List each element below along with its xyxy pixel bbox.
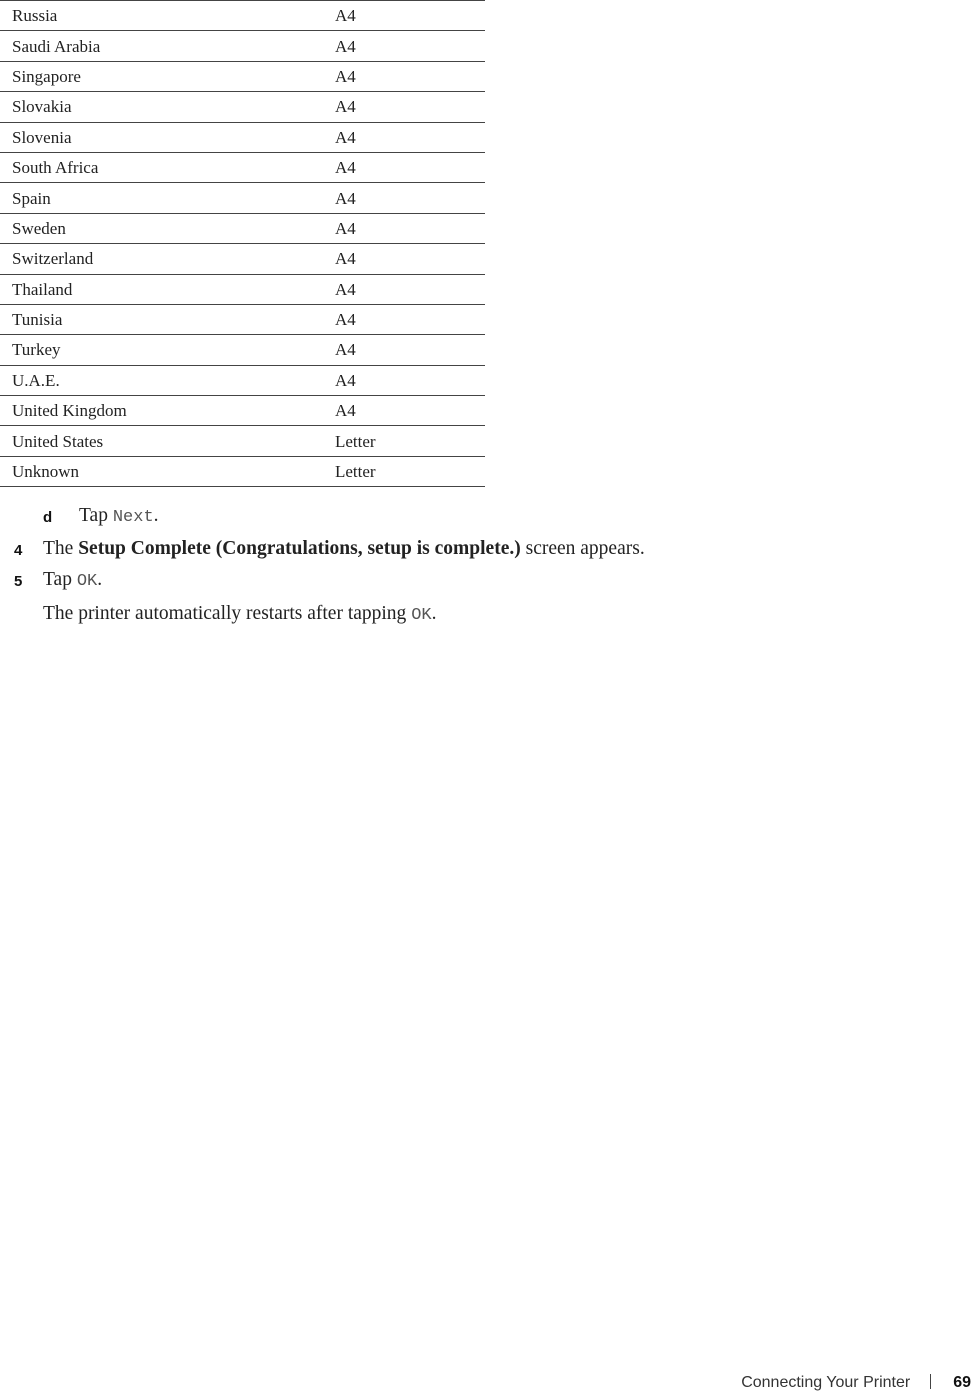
step-5-note (43, 603, 436, 625)
paper-size-cell: A4 (335, 304, 485, 334)
paper-size-cell: A4 (335, 92, 485, 122)
country-cell: Slovenia (0, 122, 335, 152)
table-row (0, 213, 485, 243)
table-row (0, 61, 485, 91)
step-5-text (43, 569, 102, 591)
country-cell: U.A.E. (0, 365, 335, 395)
country-cell: Unknown (0, 456, 335, 486)
paper-size-cell: Letter (335, 426, 485, 456)
table-row (0, 396, 485, 426)
footer-divider (930, 1374, 931, 1389)
country-cell: Slovakia (0, 92, 335, 122)
table-row (0, 335, 485, 365)
table-row (0, 1, 485, 31)
next-button-reference: Next (112, 508, 154, 527)
paper-size-table-body (0, 1, 485, 487)
page-number: 69 (953, 1374, 971, 1391)
ok-button-reference: OK (411, 606, 432, 625)
setup-complete-screen-name: Setup Complete (Congratulations, setup is complete.) (78, 538, 521, 559)
paper-size-cell: A4 (335, 335, 485, 365)
table-row (0, 122, 485, 152)
step-5-text-after: . (97, 569, 103, 590)
table-row (0, 365, 485, 395)
paper-size-table (0, 0, 485, 487)
paper-size-cell: A4 (335, 396, 485, 426)
paper-size-cell: A4 (335, 183, 485, 213)
ok-button-reference: OK (76, 572, 98, 591)
paper-size-cell: A4 (335, 152, 485, 182)
country-cell: Saudi Arabia (0, 31, 335, 61)
step-5-text-before: Tap (43, 569, 77, 590)
country-cell: South Africa (0, 152, 335, 182)
paper-size-cell: A4 (335, 213, 485, 243)
paper-size-cell: A4 (335, 1, 485, 31)
country-cell: Sweden (0, 213, 335, 243)
country-cell: Turkey (0, 335, 335, 365)
page-footer (741, 1374, 971, 1392)
country-cell: Singapore (0, 61, 335, 91)
step-d-text-before: Tap (79, 505, 113, 526)
step-d-text-after: . (153, 505, 159, 526)
step-d-marker: d (43, 509, 53, 526)
paper-size-cell: A4 (335, 122, 485, 152)
country-cell: United Kingdom (0, 396, 335, 426)
country-cell: Tunisia (0, 304, 335, 334)
step-4-text (43, 538, 645, 560)
country-cell: Spain (0, 183, 335, 213)
paper-size-cell: A4 (335, 274, 485, 304)
paper-size-cell: A4 (335, 61, 485, 91)
paper-size-cell: Letter (335, 456, 485, 486)
step-4-text-after: screen appears. (520, 538, 645, 559)
paper-size-cell: A4 (335, 31, 485, 61)
table-row (0, 274, 485, 304)
step-5-note-before: The printer automatically restarts after tapping (43, 603, 412, 624)
step-5-marker: 5 (14, 573, 23, 590)
country-cell: Switzerland (0, 244, 335, 274)
country-cell: Thailand (0, 274, 335, 304)
paper-size-cell: A4 (335, 244, 485, 274)
country-cell: United States (0, 426, 335, 456)
table-row (0, 92, 485, 122)
step-5-note-after: . (431, 603, 437, 624)
table-row (0, 426, 485, 456)
step-4-text-before: The (43, 538, 79, 559)
table-row (0, 244, 485, 274)
footer-section-title: Connecting Your Printer (741, 1374, 911, 1391)
paper-size-cell: A4 (335, 365, 485, 395)
table-row (0, 152, 485, 182)
step-d-text (79, 505, 159, 527)
table-row (0, 183, 485, 213)
table-row (0, 31, 485, 61)
country-cell: Russia (0, 1, 335, 31)
table-row (0, 304, 485, 334)
table-row (0, 456, 485, 486)
step-4-marker: 4 (14, 542, 23, 559)
